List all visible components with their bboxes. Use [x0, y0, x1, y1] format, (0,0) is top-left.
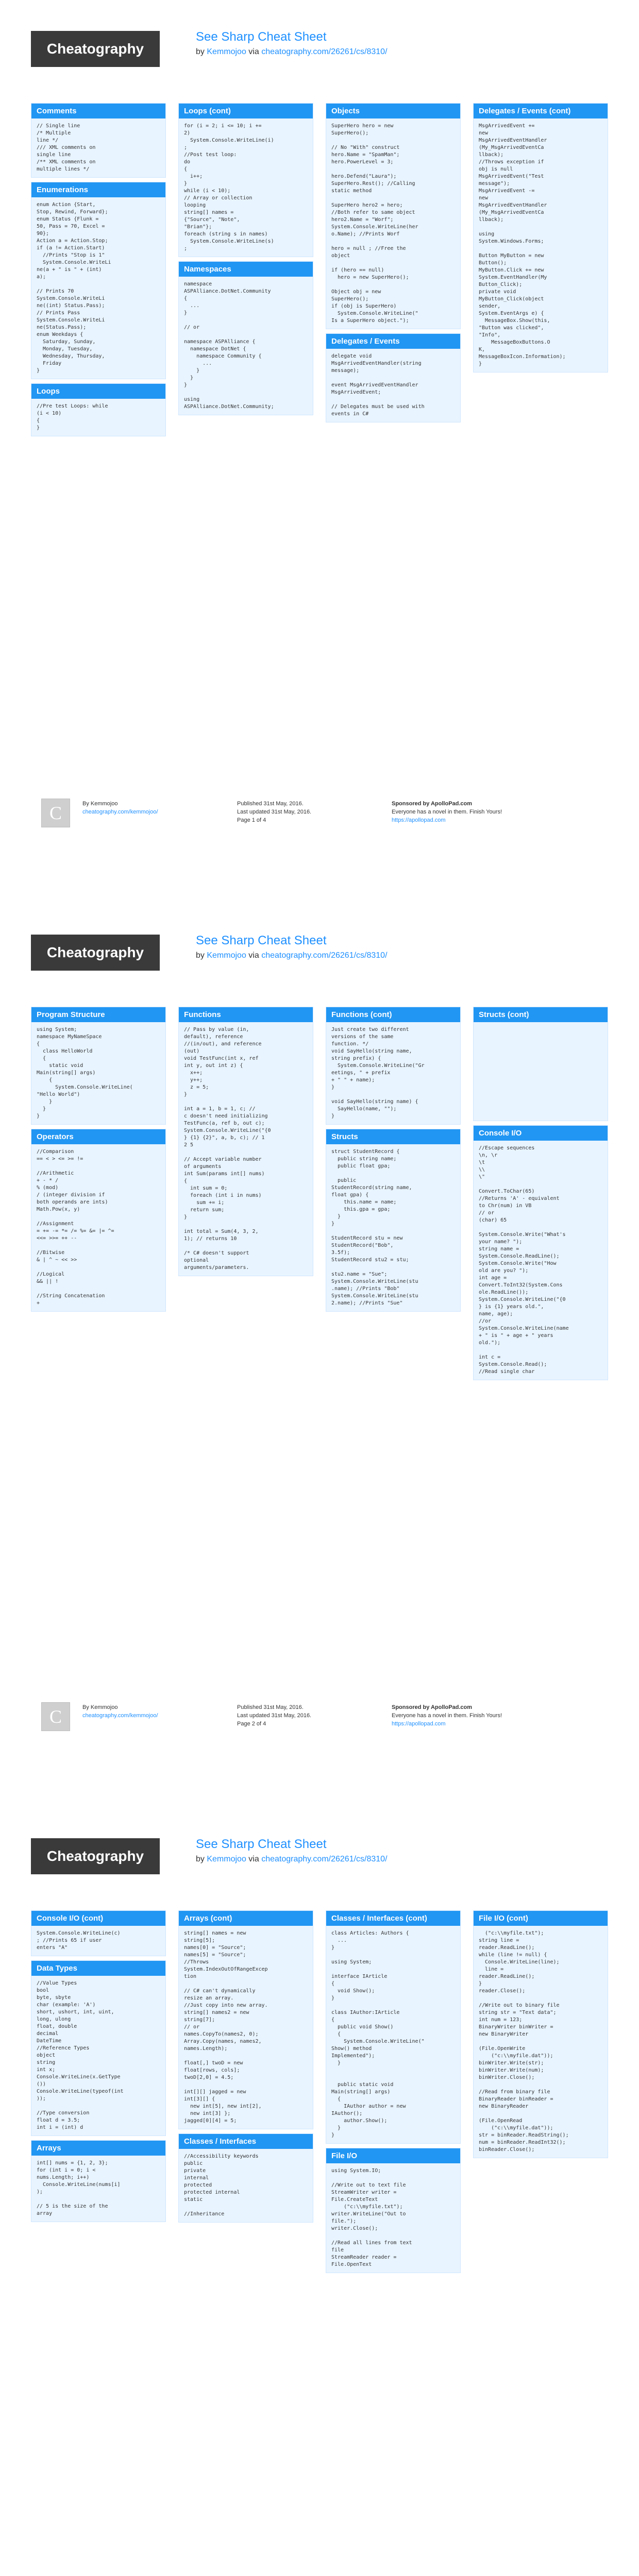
updated-date: Last updated 31st May, 2016. [237, 809, 312, 815]
page-header [31, 924, 608, 981]
section-title: Namespaces [179, 262, 313, 277]
code-block: enum Action {Start, Stop, Rewind, Forward}; enum Status {Flunk = 50, Pass = 70, Excel = 90}; Action a = Action.Stop; if (a != Action.Start) //Prints "Stop is 1" System.Console.WriteLi ne(a + " is " + (int) a); // Prints 70 System.Console.WriteLi ne((int) Status.Pass); // Prints Pass System.Console.WriteLi ne(Status.Pass); enum Weekdays { Saturday, Sunday, Monday, Tuesday, Wednesday, Thursday, Friday } [37, 202, 111, 374]
page-header [31, 21, 608, 77]
sponsor-link[interactable]: https://apollopad.com [392, 817, 446, 823]
column [178, 1910, 313, 2227]
code-block: Just create two different versions of the same function. */ void SayHello(string name, string prefix) { System.Console.WriteLine("Gr eetings, " + prefix + " " + name); } void SayHello(string name) { SayHello(name, ""); } [331, 1027, 425, 1119]
column [31, 1910, 166, 2226]
section-box [326, 1129, 461, 1312]
section-title: Comments [31, 104, 165, 118]
footer-author-link[interactable]: cheatography.com/kemmojoo/ [82, 809, 158, 815]
via-text: via [248, 951, 259, 960]
section-box [326, 333, 461, 422]
footer-dates [237, 800, 371, 824]
sponsor-tagline: Everyone has a novel in them. Finish Yours! [392, 1713, 502, 1719]
column [473, 1007, 608, 1384]
column [326, 103, 461, 427]
footer-by-line [82, 800, 216, 808]
section-box [326, 2148, 461, 2273]
footer-author-link[interactable]: cheatography.com/kemmojoo/ [82, 1713, 158, 1719]
code-block: using System; namespace MyNameSpace { class HelloWorld { static void Main(string[] args) { System.Console.WriteLine( "Hello World") } } } [37, 1027, 133, 1119]
section-title: Program Structure [31, 1007, 165, 1022]
code-block: // Pass by value (in, default), reference //(in/out), and reference (out) void TestFunc(int x, ref int y, out int z) { x++; y++; z = 5; } int a = 1, b = 1, c; // c doesn't need initializing TestFunc(a, ref b, out c); System.Console.WriteLine("{0 } {1} {2}", a, b, c); // 1 2 5 // Accept variable number of arguments int Sum(params int[] nums) { int sum = 0; foreach (int i in nums) sum += i; return sum; } int total = Sum(4, 3, 2, 1); // returns 10 /* C# doesn't support optional arguments/parameters. [184, 1027, 271, 1270]
column [326, 1910, 461, 2277]
section-title: File I/O (cont) [474, 1911, 608, 1926]
sheet-body [31, 1910, 608, 2575]
code-block: // Single line /* Multiple line */ /// XML comments on single line /** XML comments on multiple lines */ [37, 123, 96, 172]
published-date: Published 31st May, 2016. [237, 801, 304, 807]
cheatography-logo[interactable]: Cheatography [31, 31, 160, 67]
sheet-url[interactable]: cheatography.com/26261/cs/8310/ [261, 47, 388, 56]
section-box [31, 103, 166, 178]
section-box [31, 1007, 166, 1125]
section-title: Loops [31, 384, 165, 399]
page-number: Page 2 of 4 [237, 1721, 266, 1727]
section-title: Structs (cont) [474, 1007, 608, 1022]
section-box [178, 261, 313, 415]
section-title: Console I/O (cont) [31, 1911, 165, 1926]
code-block: int[] nums = {1, 2, 3}; for (int i = 0; i < nums.Length; i++) Console.WriteLine(nums[i] ); // 5 is the size of the array [37, 2160, 121, 2216]
footer-by-line [82, 1703, 216, 1711]
sheet-body [31, 103, 608, 768]
section-title: Objects [326, 104, 460, 118]
byline-prefix: by [196, 951, 205, 960]
footer-author-name: Kemmojoo [90, 1704, 118, 1710]
page-footer [31, 1697, 608, 1738]
footer-sponsor [392, 800, 526, 824]
sponsor-tagline: Everyone has a novel in them. Finish Yours! [392, 809, 502, 815]
byline [196, 47, 388, 57]
sheet-body [31, 1007, 608, 1671]
footer-author [82, 800, 216, 816]
section-box [326, 1007, 461, 1125]
column [326, 1007, 461, 1316]
page [0, 0, 639, 904]
column [178, 1007, 313, 1280]
code-block: string[] names = new string[5]; names[0] = "Source"; names[5] = "Source"; //Throws System.IndexOutOfRangeExcep tion // C# can't dynamically resize an array. //Just copy into new array. string[] names2 = new string[7]; // or names.CopyTo(names2, 0); Array.Copy(names, names2, names.Length); float[,] twoD = new float[rows, cols]; twoD[2,0] = 4.5; int[][] jagged = new int[3][] { new int[5], new int[2], new int[3] }; jagged[0][4] = 5; [184, 1930, 268, 2124]
code-block: delegate void MsgArrivedEventHandler(string message); event MsgArrivedEventHandler MsgArrivedEvent; // Delegates must be used with events in C# [331, 353, 425, 417]
section-title: Data Types [31, 1961, 165, 1976]
section-title: Delegates / Events [326, 334, 460, 349]
byline [196, 951, 388, 960]
footer-author [82, 1703, 216, 1720]
section-box [473, 103, 608, 372]
code-block: //Pre test Loops: while (i < 10) { } [37, 403, 108, 431]
code-block: using System.IO; //Write out to text file StreamWriter writer = File.CreateText ("c:\\myfile.txt"); writer.WriteLine("Out to file."); writer.Close(); //Read all lines from text file StreamReader reader = File.OpenText [331, 2168, 412, 2267]
section-box [473, 1910, 608, 2158]
section-box [326, 103, 461, 329]
author-link[interactable]: Kemmojoo [207, 951, 246, 960]
footer-author-name: Kemmojoo [90, 801, 118, 807]
code-block: //Escape sequences \n, \r \t \\ \" Convert.ToChar(65) //Returns 'A' - equivalent to Chr(num) in VB // or (char) 65 System.Console.Write("What's your name? "); string name = System.Console.ReadLine(); System.Console.Write("How old are you? "); int age = Convert.ToInt32(System.Cons ole.ReadLine()); System.Console.WriteLine("{0 } is {1} years old.", name, age); //or System.Console.WriteLine(name + " is " + age + " years old."); int c = System.Console.Read(); //Read single char [479, 1145, 569, 1375]
via-text: via [248, 1855, 259, 1863]
column [178, 103, 313, 419]
author-link[interactable]: Kemmojoo [207, 1855, 246, 1863]
section-title: File I/O [326, 2148, 460, 2163]
code-block: namespace ASPAlliance.DotNet.Community { ... } // or namespace ASPAlliance { namespace DotNet { namespace Community { ... } } } using ASPAlliance.DotNet.Community; [184, 281, 274, 410]
section-title: Classes / Interfaces (cont) [326, 1911, 460, 1926]
sponsor-text: Sponsored by ApolloPad.com [392, 1704, 473, 1710]
section-box [326, 1910, 461, 2144]
section-title: Delegates / Events (cont) [474, 104, 608, 118]
section-box [473, 1007, 608, 1121]
section-box [473, 1125, 608, 1380]
section-box [178, 103, 313, 257]
page-header [31, 1828, 608, 1885]
code-block: //Value Types bool byte, sbyte char (example: 'A') short, ushort, int, uint, long, ulong float, double decimal DateTime //Reference Types object string int x; Console.WriteLine(x.GetType ()) Console.WriteLine(typeof(int )); //Type conversion float d = 3.5; int i = (int) d [37, 1980, 124, 2130]
page-title: See Sharp Cheat Sheet [196, 30, 327, 44]
cheatography-logo[interactable]: Cheatography [31, 935, 160, 971]
author-link[interactable]: Kemmojoo [207, 47, 246, 56]
section-box [178, 2133, 313, 2223]
section-box [178, 1007, 313, 1276]
via-text: via [248, 47, 259, 56]
section-box [31, 383, 166, 436]
page [0, 1807, 639, 2576]
code-block: //Comparison == < > <= >= != //Arithmetic + - * / % (mod) / (integer division if both operands are ints) Math.Pow(x, y) //Assignment = += -= *= /= %= &= |= ^= <<= >>= ++ -- //Bitwise & | ^ ~ << >> //Logical && || ! //String Concatenation + [37, 1149, 114, 1306]
section-box [31, 182, 166, 379]
footer-dates [237, 1703, 371, 1728]
byline [196, 1855, 388, 1864]
footer-by: By [82, 801, 89, 807]
column [473, 1910, 608, 2162]
sponsor-link[interactable]: https://apollopad.com [392, 1721, 446, 1727]
section-title: Loops (cont) [179, 104, 313, 118]
code-block: for (i = 2; i <= 10; i += 2) System.Console.WriteLine(i) ; //Post test loop: do { i++; } while (i < 10); // Array or collection looping string[] names = {"Source", "Note", "Brian"}; foreach (string s in names) System.Console.WriteLine(s) ; [184, 123, 274, 251]
code-block: struct StudentRecord { public string name; public float gpa; public StudentRecord(string name, float gpa) { this.name = name; this.gpa = gpa; } } StudentRecord stu = new StudentRecord("Bob", 3.5f); StudentRecord stu2 = stu; stu2.name = "Sue"; System.Console.WriteLine(stu .name); //Prints "Bob" System.Console.WriteLine(stu 2.name); //Prints "Sue" [331, 1149, 418, 1306]
sheet-url[interactable]: cheatography.com/26261/cs/8310/ [261, 1855, 388, 1863]
cheatography-logo[interactable]: Cheatography [31, 1838, 160, 1874]
page-title: See Sharp Cheat Sheet [196, 1837, 327, 1851]
page-footer [31, 793, 608, 835]
section-box [178, 1910, 313, 2129]
updated-date: Last updated 31st May, 2016. [237, 1713, 312, 1719]
section-title: Console I/O [474, 1126, 608, 1141]
page [0, 904, 639, 1807]
code-block: MsgArrivedEvent += new MsgArrivedEventHandler (My_MsgArrivedEventCa llback); //Throws exception if obj is null MsgArrivedEvent("Test message"); MsgArrivedEvent -= new MsgArrivedEventHandler (My_MsgArrivedEventCa llback); using System.Windows.Forms; Button MyButton = new Button(); MyButton.Click += new System.EventHandler(My Button_Click); private void MyButton_Click(object sender, System.EventArgs e) { MessageBox.Show(this, "Button was clicked", "Info", MessageBoxButtons.O K, MessageBoxIcon.Information); } [479, 123, 566, 367]
section-box [31, 1910, 166, 1956]
section-box [31, 2140, 166, 2222]
section-title: Arrays [31, 2141, 165, 2156]
code-block: System.Console.WriteLine(c) ; //Prints 65 if user enters "A" [37, 1930, 121, 1951]
code-block: SuperHero hero = new SuperHero(); // No "With" construct hero.Name = "SpamMan"; hero.PowerLevel = 3; hero.Defend("Laura"); SuperHero.Rest(); //Calling static method SuperHero hero2 = hero; //Both refer to same object hero2.Name = "Worf"; System.Console.WriteLine(her o.Name); //Prints Worf hero = null ; //Free the object if (hero == null) hero = new SuperHero(); Object obj = new SuperHero(); if (obj is SuperHero) System.Console.WriteLine(" Is a SuperHero object."); [331, 123, 418, 324]
code-block: ("c:\\myfile.txt"); string line = reader.ReadLine(); while (line != null) { Console.WriteLine(line); line = reader.ReadLine(); } reader.Close(); //Write out to binary file string str = "Text data"; int num = 123; BinaryWriter binWriter = new BinaryWriter (File.OpenWrite ("c:\\myfile.dat")); binWriter.Write(str); binWriter.Write(num); binWriter.Close(); //Read from binary file BinaryReader binReader = new BinaryReader (File.OpenRead ("c:\\myfile.dat")); str = binReader.ReadString(); num = binReader.ReadInt32(); binReader.Close(); [479, 1930, 569, 2153]
published-date: Published 31st May, 2016. [237, 1704, 304, 1710]
avatar: C [41, 799, 70, 827]
column [31, 103, 166, 440]
code-block: //Accessibility keywords public private internal protected protected internal static //Inheritance [184, 2154, 259, 2217]
section-title: Functions [179, 1007, 313, 1022]
code-block: class Articles: Authors { ... } using System; interface IArticle { void Show(); } class IAuthor:IArticle { public void Show() { System.Console.WriteLine(" Show() method Implemented"); } public static void Main(string[] args) { IAuthor author = new IAuthor(); author.Show(); } } [331, 1930, 425, 2138]
section-box [31, 1960, 166, 2136]
byline-prefix: by [196, 47, 205, 56]
column [31, 1007, 166, 1316]
section-box [31, 1129, 166, 1312]
byline-prefix: by [196, 1855, 205, 1863]
section-title: Enumerations [31, 182, 165, 197]
section-title: Arrays (cont) [179, 1911, 313, 1926]
sponsor-text: Sponsored by ApolloPad.com [392, 801, 473, 807]
footer-sponsor [392, 1703, 526, 1728]
sheet-url[interactable]: cheatography.com/26261/cs/8310/ [261, 951, 388, 960]
avatar: C [41, 1702, 70, 1731]
section-title: Structs [326, 1129, 460, 1144]
section-title: Operators [31, 1129, 165, 1144]
section-title: Functions (cont) [326, 1007, 460, 1022]
page-number: Page 1 of 4 [237, 817, 266, 823]
column [473, 103, 608, 377]
page-title: See Sharp Cheat Sheet [196, 934, 327, 947]
section-title: Classes / Interfaces [179, 2134, 313, 2149]
footer-by: By [82, 1704, 89, 1710]
